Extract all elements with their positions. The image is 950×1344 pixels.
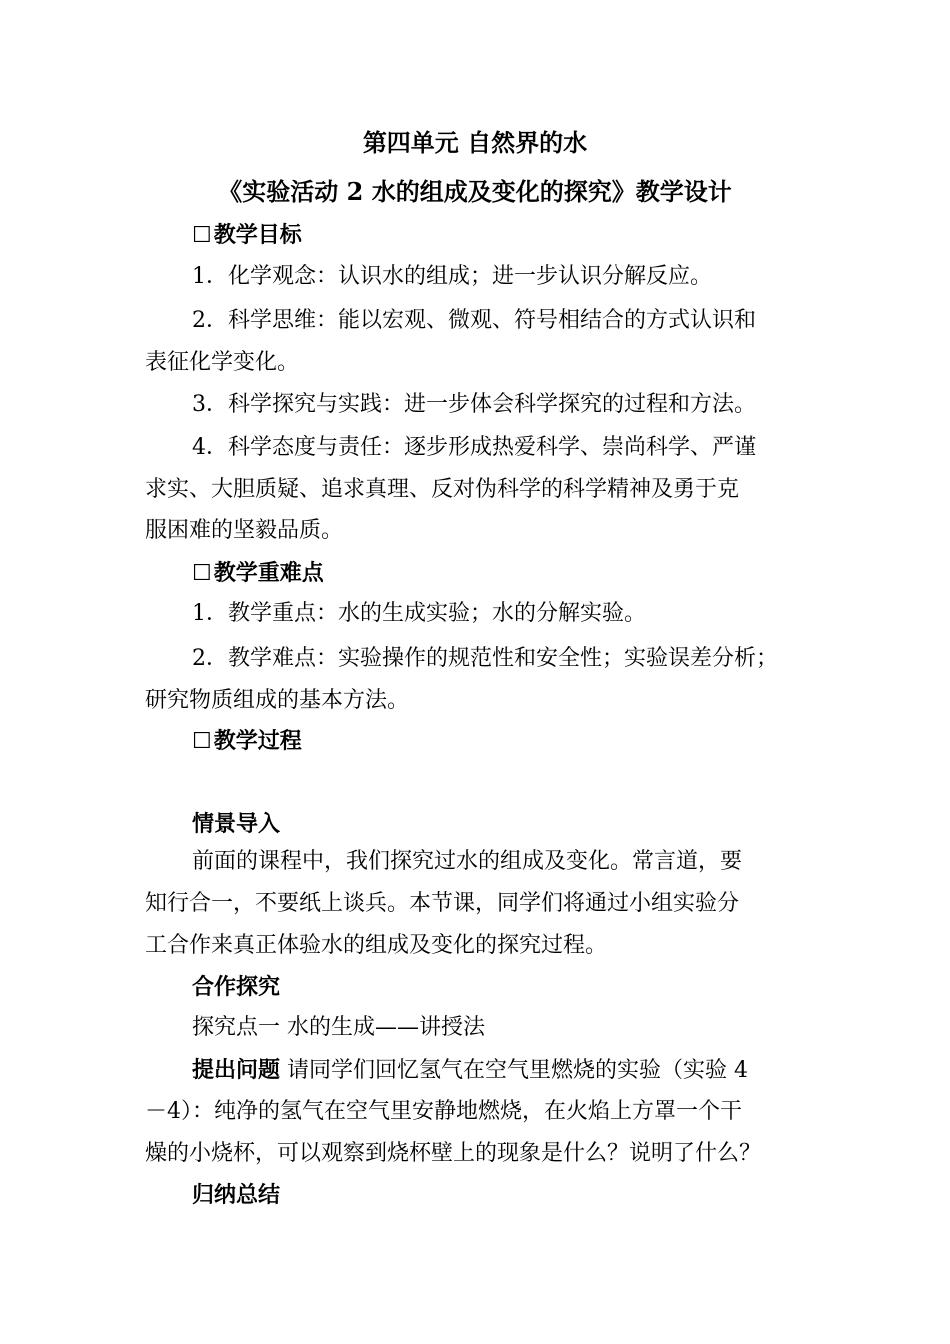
process-heading: [192, 727, 302, 756]
intro-line-2: 知行合一，不要纸上谈兵。本节课，同学们将通过小组实验分: [145, 891, 740, 916]
question-label: 提出问题: [192, 1057, 281, 1083]
point-one-title: 探究点一 水的生成——讲授法: [192, 1015, 485, 1040]
objective-item-4-line-3: 服困难的坚毅品质。: [145, 518, 344, 543]
key-points-heading: [192, 559, 324, 588]
key-point-item-2-line-2: 研究物质组成的基本方法。: [145, 688, 410, 713]
intro-line-3: 工合作来真正体验水的组成及变化的探究过程。: [145, 933, 608, 958]
objective-item-2-line-2: 表征化学变化。: [145, 350, 300, 375]
checkbox-icon: ☐: [192, 223, 212, 248]
objective-item-4-line-2: 求实、大胆质疑、追求真理、反对伪科学的科学精神及勇于克: [145, 477, 740, 502]
intro-heading: 情景导入: [192, 811, 281, 837]
objectives-heading-text: 教学目标: [213, 222, 302, 248]
objective-item-4-line-1: 4．科学态度与责任：逐步形成热爱科学、崇尚科学、严谨: [192, 435, 756, 460]
objective-item-1: 1．化学观念：认识水的组成；进一步认识分解反应。: [192, 264, 712, 289]
objective-item-3: 3．科学探究与实践：进一步体会科学探究的过程和方法。: [192, 392, 756, 417]
lesson-title: 《实验活动 2 水的组成及变化的探究》教学设计: [218, 177, 732, 206]
checkbox-icon: ☐: [192, 729, 212, 754]
question-line-2: －4）：纯净的氢气在空气里安静地燃烧，在火焰上方罩一个干: [145, 1099, 742, 1124]
question-line-3: 燥的小烧杯，可以观察到烧杯壁上的现象是什么？说明了什么？: [145, 1141, 762, 1166]
objectives-heading: [192, 221, 302, 250]
question-line-1: [192, 1056, 748, 1085]
unit-title: 第四单元 自然界的水: [362, 128, 588, 157]
key-point-item-1: 1．教学重点：水的生成实验；水的分解实验。: [192, 601, 646, 626]
summary-heading: 归纳总结: [192, 1182, 281, 1208]
key-points-heading-text: 教学重难点: [213, 560, 324, 586]
intro-line-1: 前面的课程中，我们探究过水的组成及变化。常言道，要: [192, 849, 743, 874]
coop-heading: 合作探究: [192, 974, 281, 1000]
key-point-item-2-line-1: 2．教学难点：实验操作的规范性和安全性；实验误差分析；: [192, 646, 778, 671]
process-heading-text: 教学过程: [213, 728, 302, 754]
question-text-1: 请同学们回忆氢气在空气里燃烧的实验（实验 4: [280, 1058, 749, 1083]
checkbox-icon: ☐: [192, 561, 212, 586]
objective-item-2-line-1: 2．科学思维：能以宏观、微观、符号相结合的方式认识和: [192, 308, 756, 333]
